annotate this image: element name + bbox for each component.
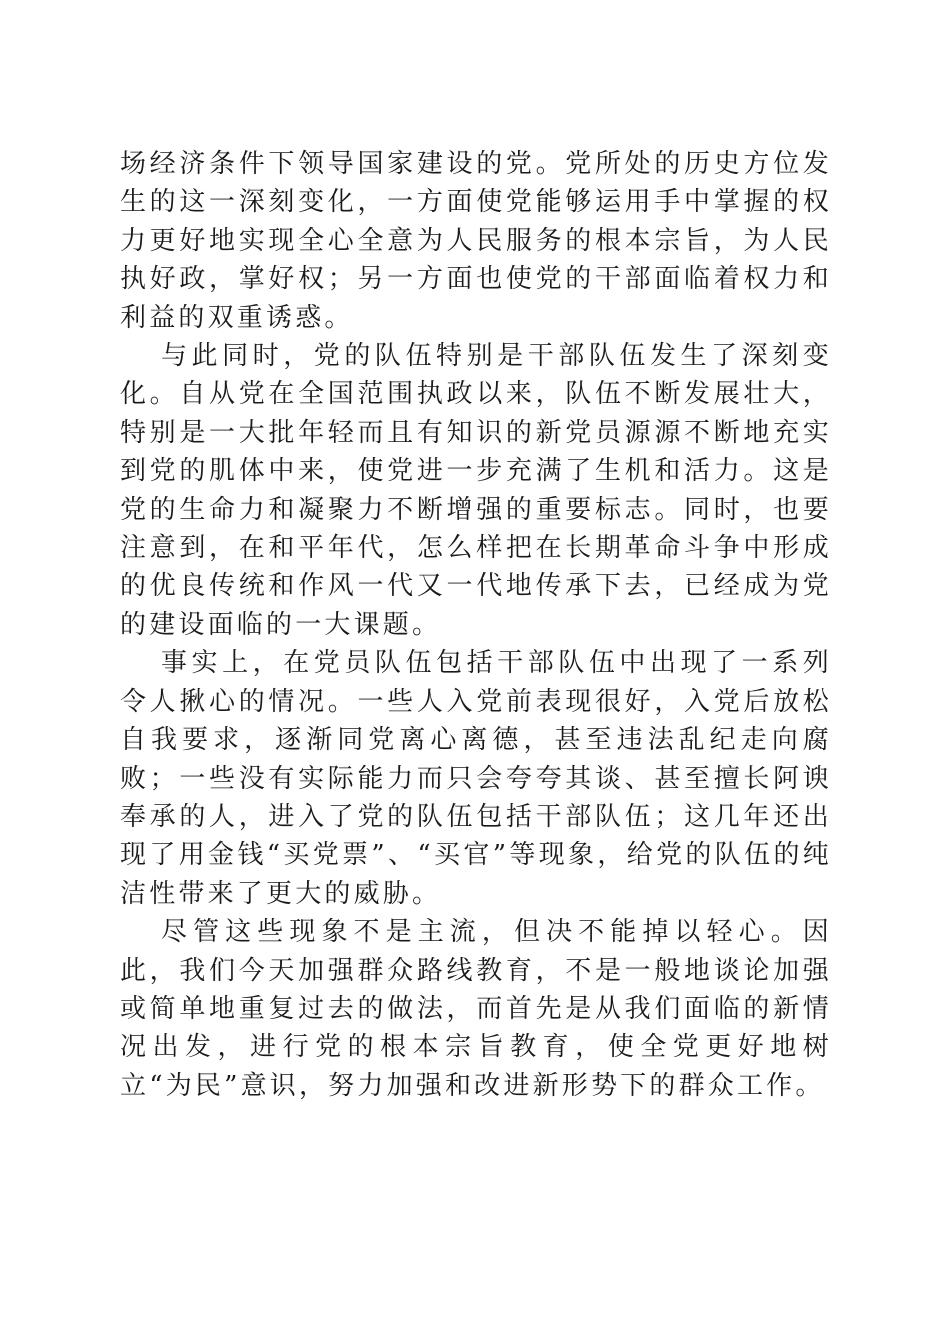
document-body [120,145,832,1105]
paragraph-1: 场经济条件下领导国家建设的党。党所处的历史方位发生的这一深刻变化，一方面使党能够运用手中掌握的权力更好地实现全心全意为人民服务的根本宗旨，为人民执好政，掌好权；另一方面也使党的干部面临着权力和利益的双重诱惑。 [120,149,832,333]
paragraph-2: 与此同时，党的队伍特别是干部队伍发生了深刻变化。自从党在全国范围执政以来，队伍不断发展壮大，特别是一大批年轻而且有知识的新党员源源不断地充实到党的肌体中来，使党进一步充满了生机和活力。这是党的生命力和凝聚力不断增强的重要标志。同时，也要注意到，在和平年代，怎么样把在长期革命斗争中形成的优良传统和作风一代又一代地传承下去，已经成为党的建设面临的一大课题。 [120,341,832,640]
paragraph-3: 事实上，在党员队伍包括干部队伍中出现了一系列令人揪心的情况。一些人入党前表现很好，入党后放松自我要求，逐渐同党离心离德，甚至违法乱纪走向腐败；一些没有实际能力而只会夸夸其谈、甚至擅长阿谀奉承的人，进入了党的队伍包括干部队伍；这几年还出现了用金钱“买党票”、“买官”等现象，给党的队伍的纯洁性带来了更大的威胁。 [120,648,832,909]
paragraph-4: 尽管这些现象不是主流，但决不能掉以轻心。因此，我们今天加强群众路线教育，不是一般地谈论加强或简单地重复过去的做法，而首先是从我们面临的新情况出发，进行党的根本宗旨教育，使全党更好地树立“为民”意识，努力加强和改进新形势下的群众工作。 [120,917,832,1101]
